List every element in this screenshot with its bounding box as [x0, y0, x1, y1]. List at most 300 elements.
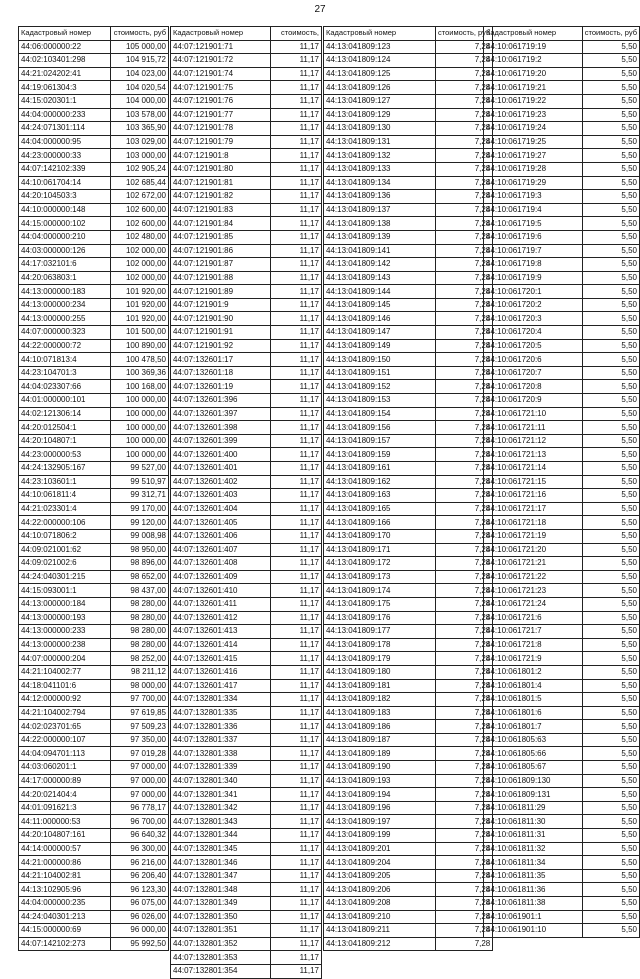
- table-row: [484, 67, 640, 81]
- cadastral-number-cell: 44:10:061720:4: [484, 326, 583, 340]
- cost-cell: 5,50: [582, 353, 639, 367]
- table-row: [484, 339, 640, 353]
- cost-cell: 5,50: [582, 924, 639, 938]
- table-row: [19, 407, 169, 421]
- cadastral-number-cell: 44:07:132801:349: [171, 897, 271, 911]
- table-row: [171, 298, 322, 312]
- table-row: [324, 733, 493, 747]
- cost-cell: 7,28: [436, 380, 493, 394]
- table-row: [484, 693, 640, 707]
- table-row: [171, 135, 322, 149]
- cadastral-number-cell: 44:13:041809:129: [324, 108, 436, 122]
- cost-cell: 104 023,00: [111, 67, 169, 81]
- table-row: [484, 829, 640, 843]
- table-row: [324, 135, 493, 149]
- cost-cell: 5,50: [582, 203, 639, 217]
- cadastral-number-cell: 44:13:041809:123: [324, 40, 436, 54]
- table-row: [324, 258, 493, 272]
- table-row: [19, 326, 169, 340]
- cadastral-number-cell: 44:07:132601:416: [171, 665, 271, 679]
- table-row: [171, 842, 322, 856]
- cadastral-number-cell: 44:13:041809:152: [324, 380, 436, 394]
- cost-cell: 5,50: [582, 285, 639, 299]
- cost-cell: 5,50: [582, 94, 639, 108]
- table-row: [171, 502, 322, 516]
- table-row: [484, 54, 640, 68]
- header-cost: стоимость,: [271, 27, 322, 41]
- cost-cell: 11,17: [271, 462, 322, 476]
- cost-cell: 5,50: [582, 448, 639, 462]
- cost-cell: 7,28: [436, 529, 493, 543]
- cost-cell: 5,50: [582, 570, 639, 584]
- cost-cell: 5,50: [582, 230, 639, 244]
- table-row: [171, 883, 322, 897]
- cost-cell: 5,50: [582, 81, 639, 95]
- cost-cell: 7,28: [436, 271, 493, 285]
- table-row: [19, 557, 169, 571]
- cadastral-number-cell: 44:13:041809:151: [324, 366, 436, 380]
- cost-cell: 5,50: [582, 312, 639, 326]
- table-row: [19, 394, 169, 408]
- cost-cell: 5,50: [582, 679, 639, 693]
- cost-cell: 11,17: [271, 122, 322, 136]
- table-row: [324, 693, 493, 707]
- table-row: [324, 108, 493, 122]
- table-row: [324, 217, 493, 231]
- table-row: [324, 94, 493, 108]
- cost-cell: 98 652,00: [111, 570, 169, 584]
- cadastral-number-cell: 44:13:041809:190: [324, 761, 436, 775]
- table-row: [19, 679, 169, 693]
- cadastral-number-cell: 44:07:121901:9: [171, 298, 271, 312]
- cost-cell: 100 890,00: [111, 339, 169, 353]
- cost-cell: 11,17: [271, 543, 322, 557]
- cost-cell: 96 700,00: [111, 815, 169, 829]
- cadastral-number-cell: 44:10:061719:24: [484, 122, 583, 136]
- table-row: [324, 761, 493, 775]
- cadastral-number-cell: 44:10:061721:7: [484, 625, 583, 639]
- table-row: [171, 54, 322, 68]
- cadastral-number-cell: 44:07:121901:78: [171, 122, 271, 136]
- cost-cell: 100 000,00: [111, 448, 169, 462]
- cost-cell: 5,50: [582, 625, 639, 639]
- cadastral-number-cell: 44:07:121901:82: [171, 190, 271, 204]
- table-col-3: [323, 26, 493, 951]
- cost-cell: 11,17: [271, 54, 322, 68]
- cadastral-number-cell: 44:07:121901:84: [171, 217, 271, 231]
- table-row: [324, 326, 493, 340]
- cost-cell: 104 915,72: [111, 54, 169, 68]
- cost-cell: 7,28: [436, 665, 493, 679]
- table-row: [484, 869, 640, 883]
- cadastral-number-cell: 44:15:000000:69: [19, 924, 111, 938]
- cadastral-number-cell: 44:14:000000:57: [19, 842, 111, 856]
- cost-cell: 5,50: [582, 122, 639, 136]
- cost-cell: 5,50: [582, 529, 639, 543]
- cadastral-number-cell: 44:07:132601:405: [171, 516, 271, 530]
- cost-cell: 5,50: [582, 733, 639, 747]
- table-row: [19, 720, 169, 734]
- cost-cell: 5,50: [582, 557, 639, 571]
- table-row: [19, 897, 169, 911]
- cadastral-number-cell: 44:07:132801:343: [171, 815, 271, 829]
- cost-cell: 7,28: [436, 747, 493, 761]
- cadastral-number-cell: 44:04:094701:113: [19, 747, 111, 761]
- cost-cell: 5,50: [582, 652, 639, 666]
- cost-cell: 5,50: [582, 176, 639, 190]
- cadastral-number-cell: 44:13:041809:170: [324, 529, 436, 543]
- cadastral-number-cell: 44:10:061805:66: [484, 747, 583, 761]
- table-row: [171, 774, 322, 788]
- table-row: [484, 230, 640, 244]
- cadastral-number-cell: 44:13:041809:134: [324, 176, 436, 190]
- cost-cell: 11,17: [271, 489, 322, 503]
- cadastral-number-cell: 44:13:000000:193: [19, 611, 111, 625]
- cadastral-number-cell: 44:10:061801:2: [484, 665, 583, 679]
- cadastral-number-cell: 44:07:121901:74: [171, 67, 271, 81]
- cadastral-number-cell: 44:07:132601:408: [171, 557, 271, 571]
- cost-cell: 7,28: [436, 924, 493, 938]
- cost-cell: 98 280,00: [111, 611, 169, 625]
- cost-cell: 11,17: [271, 421, 322, 435]
- table-row: [324, 40, 493, 54]
- cost-cell: 7,28: [436, 162, 493, 176]
- table-row: [171, 108, 322, 122]
- cost-cell: 11,17: [271, 774, 322, 788]
- cost-cell: 99 527,00: [111, 462, 169, 476]
- table-row: [19, 815, 169, 829]
- cost-cell: 5,50: [582, 774, 639, 788]
- cost-cell: 7,28: [436, 407, 493, 421]
- cadastral-number-cell: 44:13:041809:182: [324, 693, 436, 707]
- table-row: [19, 475, 169, 489]
- cadastral-number-cell: 44:07:121901:75: [171, 81, 271, 95]
- table-row: [19, 842, 169, 856]
- cadastral-number-cell: 44:13:041809:201: [324, 842, 436, 856]
- table-row: [324, 638, 493, 652]
- table-row: [171, 951, 322, 965]
- cadastral-number-cell: 44:07:132801:354: [171, 964, 271, 978]
- cadastral-number-cell: 44:10:061721:15: [484, 475, 583, 489]
- table-row: [19, 774, 169, 788]
- table-row: [171, 897, 322, 911]
- cost-cell: 7,28: [436, 122, 493, 136]
- table-row: [484, 203, 640, 217]
- table-row: [19, 761, 169, 775]
- cadastral-number-cell: 44:10:061811:30: [484, 815, 583, 829]
- table-row: [484, 176, 640, 190]
- cost-cell: 98 437,00: [111, 584, 169, 598]
- cost-cell: 5,50: [582, 584, 639, 598]
- cost-cell: 96 000,00: [111, 924, 169, 938]
- cadastral-number-cell: 44:03:060201:1: [19, 761, 111, 775]
- cadastral-number-cell: 44:13:041809:176: [324, 611, 436, 625]
- table-row: [484, 190, 640, 204]
- table-row: [171, 489, 322, 503]
- table-row: [324, 407, 493, 421]
- cadastral-number-cell: 44:13:041809:180: [324, 665, 436, 679]
- table-row: [19, 924, 169, 938]
- cadastral-number-cell: 44:21:000000:86: [19, 856, 111, 870]
- table-row: [324, 842, 493, 856]
- table-row: [171, 176, 322, 190]
- table-row: [19, 81, 169, 95]
- cadastral-number-cell: 44:07:132801:351: [171, 924, 271, 938]
- cost-cell: 5,50: [582, 421, 639, 435]
- table-row: [171, 611, 322, 625]
- cadastral-number-cell: 44:10:061801:5: [484, 693, 583, 707]
- cadastral-number-cell: 44:13:041809:125: [324, 67, 436, 81]
- cost-cell: 11,17: [271, 394, 322, 408]
- cost-cell: 7,28: [436, 285, 493, 299]
- cadastral-number-cell: 44:07:132801:345: [171, 842, 271, 856]
- table-row: [19, 258, 169, 272]
- cadastral-number-cell: 44:10:061721:9: [484, 652, 583, 666]
- cadastral-number-cell: 44:07:121901:83: [171, 203, 271, 217]
- cadastral-number-cell: 44:07:121901:76: [171, 94, 271, 108]
- table-row: [171, 665, 322, 679]
- table-row: [484, 570, 640, 584]
- table-row: [484, 394, 640, 408]
- table-row: [484, 489, 640, 503]
- table-row: [484, 747, 640, 761]
- cadastral-number-cell: 44:13:041809:189: [324, 747, 436, 761]
- cadastral-number-cell: 44:23:103601:1: [19, 475, 111, 489]
- cadastral-number-cell: 44:04:000000:210: [19, 230, 111, 244]
- table-row: [171, 434, 322, 448]
- cost-cell: 7,28: [436, 693, 493, 707]
- table-row: [484, 81, 640, 95]
- table-row: [484, 584, 640, 598]
- table-row: [19, 462, 169, 476]
- cadastral-number-cell: 44:13:041809:153: [324, 394, 436, 408]
- cadastral-number-cell: 44:13:041809:178: [324, 638, 436, 652]
- table-row: [171, 203, 322, 217]
- table-row: [324, 897, 493, 911]
- table-row: [171, 339, 322, 353]
- table-row: [171, 679, 322, 693]
- cost-cell: 11,17: [271, 502, 322, 516]
- cost-cell: 5,50: [582, 298, 639, 312]
- cost-cell: 98 211,12: [111, 665, 169, 679]
- cost-cell: 5,50: [582, 761, 639, 775]
- cost-cell: 11,17: [271, 448, 322, 462]
- cost-cell: 102 600,00: [111, 217, 169, 231]
- cadastral-number-cell: 44:10:061801:7: [484, 720, 583, 734]
- cadastral-number-cell: 44:10:061719:8: [484, 258, 583, 272]
- cost-cell: 5,50: [582, 190, 639, 204]
- cost-cell: 97 000,00: [111, 788, 169, 802]
- cadastral-number-cell: 44:24:132905:167: [19, 462, 111, 476]
- table-row: [324, 529, 493, 543]
- cost-cell: 102 672,00: [111, 190, 169, 204]
- table-row: [324, 706, 493, 720]
- table-row: [19, 285, 169, 299]
- cost-cell: 11,17: [271, 842, 322, 856]
- table-row: [171, 788, 322, 802]
- cadastral-number-cell: 44:23:000000:33: [19, 149, 111, 163]
- cost-cell: 7,28: [436, 842, 493, 856]
- cadastral-number-cell: 44:07:121901:87: [171, 258, 271, 272]
- cost-cell: 7,28: [436, 638, 493, 652]
- cost-cell: 98 000,00: [111, 679, 169, 693]
- table-row: [484, 625, 640, 639]
- cadastral-number-cell: 44:10:061719:28: [484, 162, 583, 176]
- table-row: [324, 910, 493, 924]
- cadastral-number-cell: 44:13:041809:147: [324, 326, 436, 340]
- cadastral-number-cell: 44:17:032101:6: [19, 258, 111, 272]
- cadastral-number-cell: 44:13:041809:141: [324, 244, 436, 258]
- cost-cell: 5,50: [582, 258, 639, 272]
- cadastral-number-cell: 44:07:121901:86: [171, 244, 271, 258]
- cadastral-number-cell: 44:13:041809:162: [324, 475, 436, 489]
- table-row: [324, 244, 493, 258]
- cost-cell: 100 000,00: [111, 407, 169, 421]
- cadastral-number-cell: 44:10:061719:6: [484, 230, 583, 244]
- table-row: [19, 244, 169, 258]
- cost-cell: 5,50: [582, 897, 639, 911]
- cadastral-number-cell: 44:13:041809:146: [324, 312, 436, 326]
- cost-cell: 96 026,00: [111, 910, 169, 924]
- cadastral-number-cell: 44:10:061721:19: [484, 529, 583, 543]
- table-row: [324, 570, 493, 584]
- cost-cell: 7,28: [436, 339, 493, 353]
- table-row: [171, 394, 322, 408]
- cadastral-number-cell: 44:13:041809:161: [324, 462, 436, 476]
- cost-cell: 5,50: [582, 856, 639, 870]
- cost-cell: 102 480,00: [111, 230, 169, 244]
- table-row: [171, 190, 322, 204]
- table-row: [484, 842, 640, 856]
- cost-cell: 7,28: [436, 176, 493, 190]
- cadastral-number-cell: 44:10:061719:25: [484, 135, 583, 149]
- cost-cell: 5,50: [582, 788, 639, 802]
- table-row: [324, 869, 493, 883]
- cost-cell: 102 600,00: [111, 203, 169, 217]
- table-row: [171, 638, 322, 652]
- cost-cell: 5,50: [582, 407, 639, 421]
- table-row: [171, 693, 322, 707]
- cadastral-number-cell: 44:21:104002:794: [19, 706, 111, 720]
- table-row: [484, 638, 640, 652]
- table-row: [19, 856, 169, 870]
- cadastral-number-cell: 44:13:000000:184: [19, 597, 111, 611]
- cost-cell: 11,17: [271, 611, 322, 625]
- cost-cell: 5,50: [582, 801, 639, 815]
- cost-cell: 98 252,00: [111, 652, 169, 666]
- cost-cell: 5,50: [582, 842, 639, 856]
- table-row: [484, 135, 640, 149]
- cadastral-number-cell: 44:13:041809:149: [324, 339, 436, 353]
- table-row: [324, 516, 493, 530]
- cadastral-number-cell: 44:13:041809:127: [324, 94, 436, 108]
- cost-cell: 11,17: [271, 40, 322, 54]
- cadastral-number-cell: 44:07:142102:273: [19, 937, 111, 951]
- header-cost: стоимость, руб: [111, 27, 169, 41]
- cadastral-number-cell: 44:07:132601:396: [171, 394, 271, 408]
- cost-cell: 11,17: [271, 353, 322, 367]
- cadastral-number-cell: 44:07:000000:323: [19, 326, 111, 340]
- cadastral-number-cell: 44:13:041809:138: [324, 217, 436, 231]
- table-row: [171, 271, 322, 285]
- cadastral-number-cell: 44:07:132601:18: [171, 366, 271, 380]
- cost-cell: 7,28: [436, 489, 493, 503]
- cadastral-number-cell: 44:13:102905:96: [19, 883, 111, 897]
- cadastral-number-cell: 44:20:104807:1: [19, 434, 111, 448]
- cost-cell: 5,50: [582, 489, 639, 503]
- cadastral-number-cell: 44:13:041809:137: [324, 203, 436, 217]
- table-row: [19, 652, 169, 666]
- cadastral-number-cell: 44:13:041809:139: [324, 230, 436, 244]
- table-row: [324, 380, 493, 394]
- cost-cell: 7,28: [436, 40, 493, 54]
- cost-cell: 11,17: [271, 81, 322, 95]
- cadastral-number-cell: 44:13:041809:145: [324, 298, 436, 312]
- cadastral-number-cell: 44:10:061704:14: [19, 176, 111, 190]
- table-row: [19, 502, 169, 516]
- cost-cell: 7,28: [436, 244, 493, 258]
- cadastral-number-cell: 44:10:061811:35: [484, 869, 583, 883]
- cadastral-number-cell: 44:10:061721:20: [484, 543, 583, 557]
- cadastral-number-cell: 44:13:041809:165: [324, 502, 436, 516]
- table-row: [19, 298, 169, 312]
- cost-cell: 11,17: [271, 665, 322, 679]
- table-row: [171, 747, 322, 761]
- table-row: [484, 421, 640, 435]
- cost-cell: 7,28: [436, 448, 493, 462]
- cadastral-number-cell: 44:07:132801:342: [171, 801, 271, 815]
- table-row: [19, 543, 169, 557]
- cadastral-number-cell: 44:10:061720:5: [484, 339, 583, 353]
- cadastral-number-cell: 44:13:041809:206: [324, 883, 436, 897]
- cost-cell: 103 578,00: [111, 108, 169, 122]
- table-row: [484, 924, 640, 938]
- cadastral-number-cell: 44:22:000000:72: [19, 339, 111, 353]
- cadastral-number-cell: 44:10:061721:22: [484, 570, 583, 584]
- cost-cell: 96 123,30: [111, 883, 169, 897]
- cadastral-number-cell: 44:07:121901:88: [171, 271, 271, 285]
- table-row: [19, 421, 169, 435]
- cadastral-number-cell: 44:13:041809:205: [324, 869, 436, 883]
- cadastral-number-cell: 44:10:061719:27: [484, 149, 583, 163]
- cadastral-number-cell: 44:07:132801:336: [171, 720, 271, 734]
- cadastral-number-cell: 44:07:132601:400: [171, 448, 271, 462]
- cost-cell: 11,17: [271, 788, 322, 802]
- cadastral-number-cell: 44:24:071301:114: [19, 122, 111, 136]
- cadastral-number-cell: 44:13:000000:233: [19, 625, 111, 639]
- cadastral-number-cell: 44:24:040301:215: [19, 570, 111, 584]
- table-row: [171, 407, 322, 421]
- cost-cell: 11,17: [271, 924, 322, 938]
- table-row: [484, 883, 640, 897]
- cadastral-number-cell: 44:10:061721:6: [484, 611, 583, 625]
- cadastral-number-cell: 44:24:040301:213: [19, 910, 111, 924]
- cadastral-number-cell: 44:07:132601:407: [171, 543, 271, 557]
- cost-cell: 11,17: [271, 366, 322, 380]
- cost-cell: 7,28: [436, 761, 493, 775]
- cost-cell: 7,28: [436, 366, 493, 380]
- cadastral-number-cell: 44:13:041809:150: [324, 353, 436, 367]
- cost-cell: 11,17: [271, 203, 322, 217]
- cost-cell: 97 000,00: [111, 761, 169, 775]
- cadastral-number-cell: 44:02:121306:14: [19, 407, 111, 421]
- cost-cell: 5,50: [582, 54, 639, 68]
- cadastral-number-cell: 44:17:000000:89: [19, 774, 111, 788]
- cadastral-number-cell: 44:10:061721:21: [484, 557, 583, 571]
- cadastral-number-cell: 44:13:041809:142: [324, 258, 436, 272]
- table-row: [484, 407, 640, 421]
- cost-cell: 7,28: [436, 312, 493, 326]
